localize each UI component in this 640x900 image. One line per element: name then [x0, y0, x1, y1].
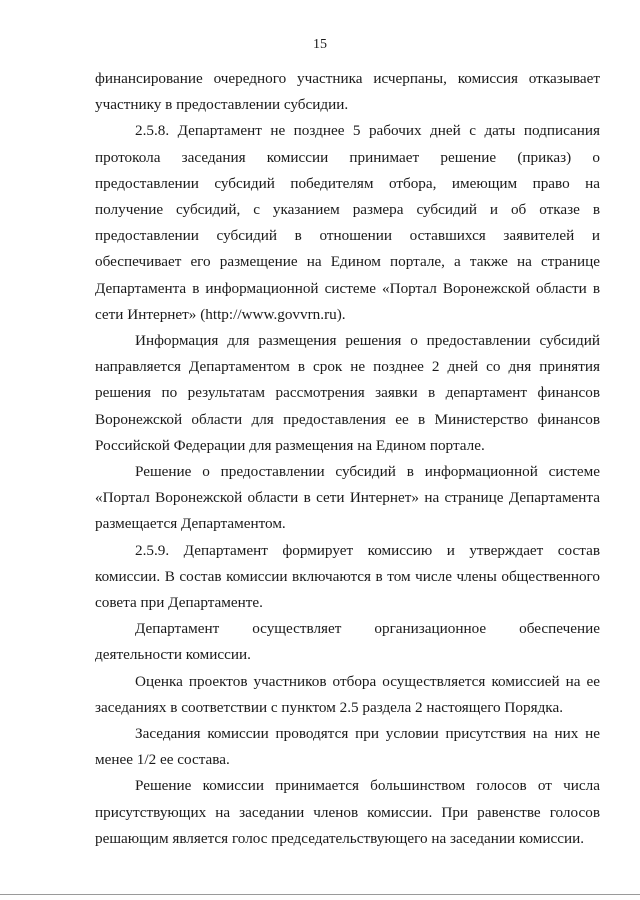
paragraph-organizational-support: Департамент осуществляет организационное обеспечение деятельности комиссии.: [95, 620, 600, 664]
document-body: [95, 66, 600, 852]
paragraph-evaluation: Оценка проектов участников отбора осуществляется комиссией на ее заседаниях в соответствии с пунктом 2.5 раздела 2 настоящего Порядка.: [95, 672, 600, 716]
paragraph-decision-publication: Решение о предоставлении субсидий в информационной системе «Портал Воронежской области в сети Интернет» на странице Департамента размещается Департаментом.: [95, 463, 600, 533]
page-number: 15: [313, 37, 327, 52]
paragraph-quorum: Заседания комиссии проводятся при условии присутствия на них не менее 1/2 ее состава.: [95, 725, 600, 769]
paragraph-2-5-8: 2.5.8. Департамент не позднее 5 рабочих дней с даты подписания протокола заседания комиссии принимает решение (приказ) о предоставлении субсидий победителям отбора, имеющим право на получение субсидий, с указанием размера субсидий и об отказе в предоставлении субсидий в отношении оставшихся заявителей и обеспечивает его размещение на Едином портале, а также на странице Департамента в информационной системе «Портал Воронежской области в сети Интернет» (http://www.govvrn.ru).: [95, 122, 600, 323]
paragraph-information: Информация для размещения решения о предоставлении субсидий направляется Департаментом в срок не позднее 2 дней со дня принятия решения по результатам рассмотрения заявки в департамент финансов Воронежской области для предоставления ее в Министерство финансов Российской Федерации для размещения на Едином портале.: [95, 332, 600, 454]
footer-divider: [0, 894, 640, 895]
paragraph-majority-vote: Решение комиссии принимается большинством голосов от числа присутствующих на заседании членов комиссии. При равенстве голосов решающим является голос председательствующего на заседании комиссии.: [95, 777, 600, 847]
paragraph-continuation: финансирование очередного участника исчерпаны, комиссия отказывает участнику в предоставлении субсидии.: [95, 70, 600, 114]
paragraph-2-5-9: 2.5.9. Департамент формирует комиссию и утверждает состав комиссии. В состав комиссии включаются в том числе члены общественного совета при Департаменте.: [95, 541, 600, 612]
